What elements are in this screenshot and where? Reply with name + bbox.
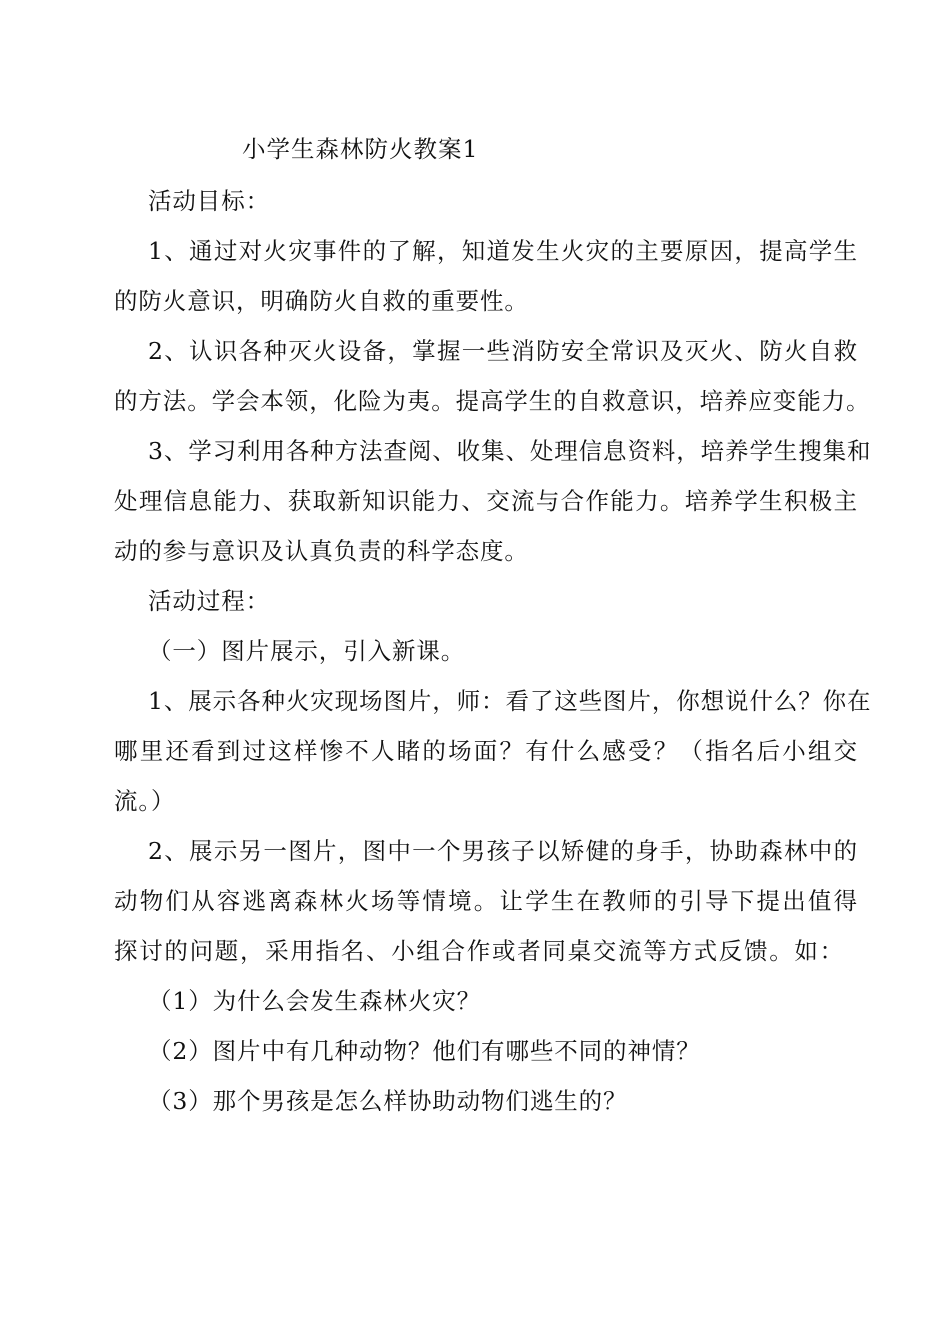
paragraph-line: 的方法。学会本领，化险为夷。提高学生的自救意识，培养应变能力。 [114, 387, 871, 415]
paragraph-line: 3、学习利用各种方法查阅、收集、处理信息资料，培养学生搜集和 [148, 437, 872, 465]
heading-activity-process: 活动过程： [148, 587, 270, 615]
question-item: （2）图片中有几种动物？他们有哪些不同的神情？ [148, 1037, 701, 1065]
question-item: （1）为什么会发生森林火灾？ [148, 987, 482, 1015]
paragraph-line: 动物们从容逃离森林火场等情境。让学生在教师的引导下提出值得 [114, 887, 858, 915]
paragraph-line: 处理信息能力、获取新知识能力、交流与合作能力。培养学生积极主 [114, 487, 858, 515]
paragraph-line: 1、通过对火灾事件的了解，知道发生火灾的主要原因，提高学生 [148, 237, 858, 265]
paragraph-line: 探讨的问题，采用指名、小组合作或者同桌交流等方式反馈。如： [114, 937, 844, 965]
paragraph-line: 的防火意识，明确防火自救的重要性。 [114, 287, 529, 315]
paragraph-line: 2、展示另一图片，图中一个男孩子以矫健的身手，协助森林中的 [148, 837, 858, 865]
heading-activity-goals: 活动目标： [148, 187, 270, 215]
paragraph-line: 2、认识各种灭火设备，掌握一些消防安全常识及灭火、防火自救 [148, 337, 858, 365]
paragraph-line: 流。） [114, 787, 176, 815]
question-item: （3）那个男孩是怎么样协助动物们逃生的？ [148, 1087, 628, 1115]
section-heading: （一）图片展示，引入新课。 [148, 637, 466, 665]
paragraph-line: 动的参与意识及认真负责的科学态度。 [114, 537, 529, 565]
paragraph-line: 1、展示各种火灾现场图片，师：看了这些图片，你想说什么？你在 [148, 687, 872, 715]
document-title: 小学生森林防火教案1 [242, 135, 479, 163]
paragraph-line: 哪里还看到过这样惨不人睹的场面？有什么感受？（指名后小组交 [114, 737, 858, 765]
